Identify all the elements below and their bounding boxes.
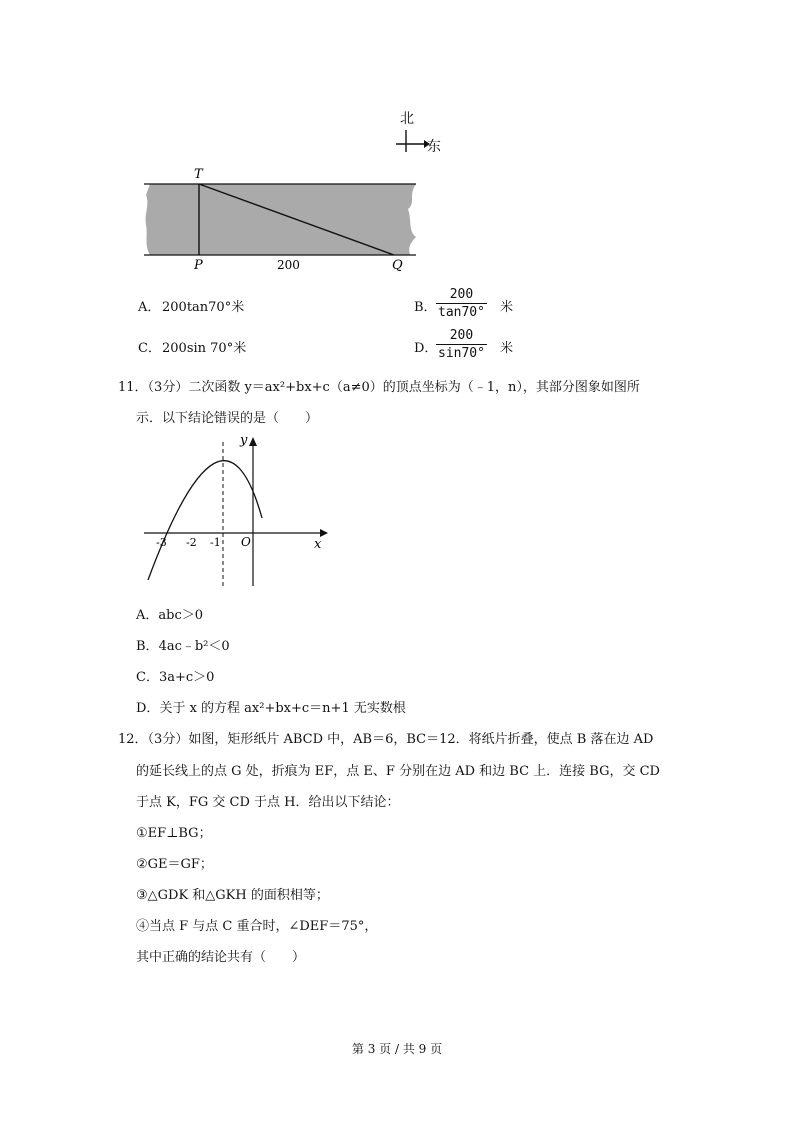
compass-cross-icon [394, 128, 430, 154]
q10-option-d-unit: 米 [500, 341, 514, 356]
fraction-denominator: tan70° [438, 305, 485, 320]
x-axis-label: x [314, 537, 322, 552]
question-number: 12． [118, 732, 148, 747]
fraction-numerator: 200 [449, 328, 474, 343]
question-score: （3分） [147, 380, 189, 395]
q11-option-b: B．4ac﹣b²＜0 [136, 639, 230, 654]
fraction-numerator: 200 [449, 287, 474, 302]
point-label-q: Q [392, 258, 403, 273]
q10-option-d-fraction [436, 328, 487, 361]
river-figure [140, 165, 420, 275]
tick-label: -2 [186, 536, 197, 549]
question-score: （3分） [147, 732, 189, 747]
q12-statement-4: ④当点 F 与点 C 重合时，∠DEF＝75°， [136, 919, 378, 934]
q12-stem-line1 [118, 728, 653, 747]
parabola-graph [140, 432, 340, 592]
q10-option-b-prefix: B． [414, 300, 437, 315]
q12-stem-line3: 于点 K，FG 交 CD 于点 H．给出以下结论： [136, 795, 400, 810]
fraction-denominator: sin70° [438, 346, 485, 361]
y-axis-label: y [240, 433, 248, 448]
page-footer: 第 3 页 / 共 9 页 [351, 1042, 443, 1056]
compass [390, 108, 450, 158]
q12-statement-3: ③△GDK 和△GKH 的面积相等； [136, 888, 329, 903]
q10-option-c-prefix: C． [138, 341, 161, 356]
origin-label: O [241, 535, 251, 549]
q11-stem-line1 [118, 376, 640, 395]
q12-stem-line2: 的延长线上的点 G 处，折痕为 EF，点 E、F 分别在边 AD 和边 BC 上．连接 BG，交 CD [136, 764, 660, 779]
compass-north-label: 北 [400, 111, 414, 127]
q10-option-a-prefix: A． [138, 300, 161, 315]
q12-statement-1: ①EF⊥BG； [136, 826, 212, 841]
q10-option-a-text: 200tan70°米 [162, 300, 245, 315]
question-text: 如图，矩形纸片 ABCD 中，AB＝6，BC＝12．将纸片折叠，使点 B 落在边 AD [188, 732, 654, 747]
q10-option-c-text: 200sin 70°米 [162, 341, 247, 356]
q11-option-d: D．关于 x 的方程 ax²+bx+c＝n+1 无实数根 [136, 701, 406, 716]
q11-option-a: A．abc＞0 [136, 608, 204, 623]
question-text: 二次函数 y＝ax²+bx+c（a≠0）的顶点坐标为（﹣1，n），其部分图象如图所 [188, 380, 640, 395]
point-label-t: T [194, 167, 203, 182]
q10-option-b-unit: 米 [500, 300, 514, 315]
q12-statement-2: ②GE＝GF； [136, 857, 213, 872]
tick-label: -3 [156, 536, 167, 549]
q12-closing: 其中正确的结论共有（ ） [136, 950, 306, 965]
q11-option-c: C．3a+c＞0 [136, 670, 215, 685]
q11-stem-line2: 示．以下结论错误的是（ ） [136, 411, 319, 426]
question-number: 11． [118, 380, 148, 395]
q10-option-b-fraction [436, 287, 487, 320]
distance-label: 200 [277, 258, 300, 272]
compass-east-label: 东 [427, 139, 441, 155]
point-label-p: P [194, 258, 203, 273]
q10-option-d-prefix: D． [414, 341, 438, 356]
tick-label: -1 [210, 536, 221, 549]
